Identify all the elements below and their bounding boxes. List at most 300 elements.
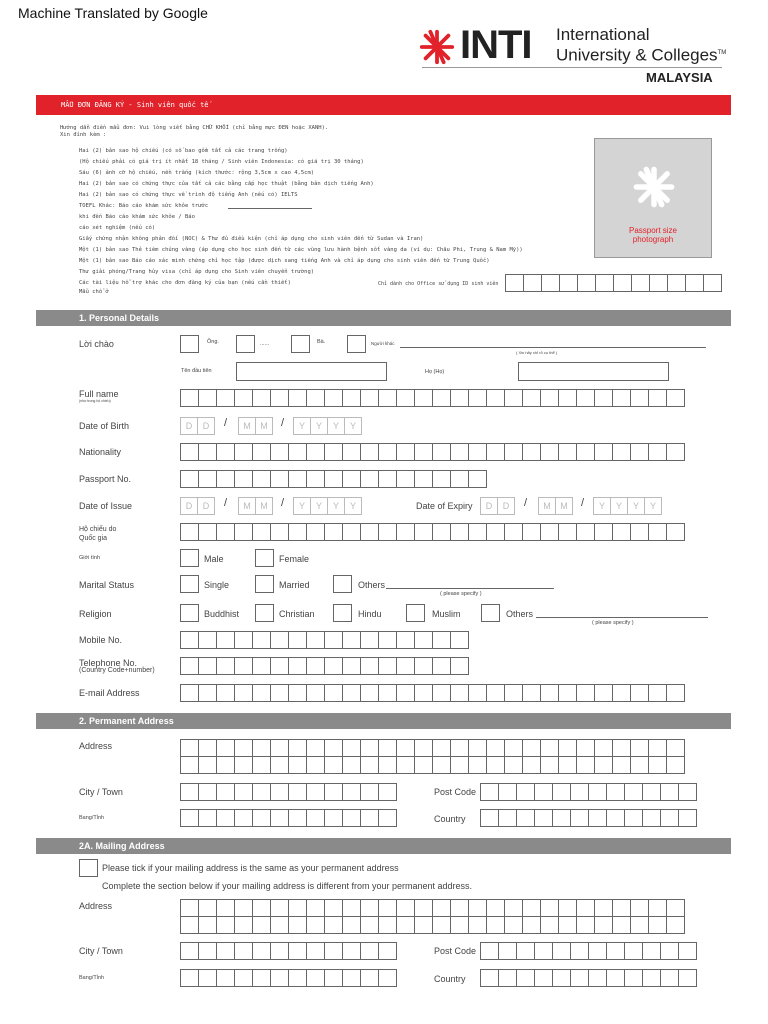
character-cell[interactable] <box>288 809 307 827</box>
character-cell[interactable] <box>570 942 589 960</box>
character-cell[interactable] <box>270 523 289 541</box>
character-cell[interactable] <box>180 756 199 774</box>
character-cell[interactable] <box>558 389 577 407</box>
character-cell[interactable] <box>594 739 613 757</box>
religion-christian-checkbox[interactable] <box>255 604 274 622</box>
character-cell[interactable] <box>540 899 559 917</box>
character-cell[interactable]: M <box>255 497 273 515</box>
character-cell[interactable] <box>522 756 541 774</box>
character-cell[interactable] <box>414 739 433 757</box>
character-cell[interactable] <box>342 739 361 757</box>
character-cell[interactable] <box>378 899 397 917</box>
character-cell[interactable] <box>396 631 415 649</box>
passport-photo-box[interactable] <box>594 138 712 258</box>
character-cell[interactable] <box>342 523 361 541</box>
character-cell[interactable] <box>324 739 343 757</box>
character-cell[interactable] <box>649 274 668 292</box>
character-cell[interactable] <box>216 739 235 757</box>
character-cell[interactable] <box>252 470 271 488</box>
character-cell[interactable] <box>270 783 289 801</box>
character-cell[interactable] <box>450 916 469 934</box>
character-cell[interactable] <box>642 942 661 960</box>
character-cell[interactable] <box>624 783 643 801</box>
character-cell[interactable] <box>378 739 397 757</box>
character-cell[interactable] <box>216 523 235 541</box>
character-cell[interactable] <box>414 756 433 774</box>
character-cell[interactable] <box>594 899 613 917</box>
marital-single-checkbox[interactable] <box>180 575 199 593</box>
character-cell[interactable]: Y <box>610 497 628 515</box>
character-cell[interactable]: D <box>180 417 198 435</box>
character-cell[interactable]: D <box>180 497 198 515</box>
character-cell[interactable] <box>642 809 661 827</box>
character-cell[interactable] <box>378 783 397 801</box>
character-cell[interactable] <box>342 809 361 827</box>
character-cell[interactable] <box>432 756 451 774</box>
character-cell[interactable] <box>685 274 704 292</box>
character-cell[interactable] <box>252 942 271 960</box>
character-cell[interactable] <box>288 969 307 987</box>
character-cell[interactable] <box>576 389 595 407</box>
character-cell[interactable] <box>306 389 325 407</box>
character-cell[interactable] <box>660 969 679 987</box>
character-cell[interactable] <box>576 523 595 541</box>
character-cell[interactable] <box>342 631 361 649</box>
character-cell[interactable] <box>522 739 541 757</box>
character-cell[interactable] <box>198 443 217 461</box>
character-cell[interactable] <box>234 739 253 757</box>
character-cell[interactable] <box>642 969 661 987</box>
character-cell[interactable] <box>504 443 523 461</box>
character-cell[interactable] <box>660 942 679 960</box>
character-cell[interactable] <box>576 739 595 757</box>
character-cell[interactable] <box>324 899 343 917</box>
character-cell[interactable] <box>396 756 415 774</box>
character-cell[interactable] <box>594 684 613 702</box>
character-cell[interactable]: Y <box>344 497 362 515</box>
character-cell[interactable] <box>606 942 625 960</box>
character-cell[interactable] <box>288 389 307 407</box>
character-cell[interactable] <box>360 916 379 934</box>
character-cell[interactable] <box>360 809 379 827</box>
perm-state-grid[interactable] <box>180 809 396 827</box>
issue-month-grid[interactable] <box>238 497 272 515</box>
character-cell[interactable] <box>606 969 625 987</box>
character-cell[interactable] <box>216 899 235 917</box>
character-cell[interactable] <box>432 739 451 757</box>
character-cell[interactable] <box>468 739 487 757</box>
character-cell[interactable] <box>360 899 379 917</box>
character-cell[interactable] <box>306 756 325 774</box>
perm-address-grid-row2[interactable] <box>180 756 684 774</box>
character-cell[interactable] <box>498 809 517 827</box>
character-cell[interactable] <box>270 684 289 702</box>
character-cell[interactable] <box>324 756 343 774</box>
character-cell[interactable] <box>324 657 343 675</box>
character-cell[interactable] <box>498 783 517 801</box>
character-cell[interactable] <box>666 443 685 461</box>
character-cell[interactable] <box>450 389 469 407</box>
character-cell[interactable] <box>552 942 571 960</box>
character-cell[interactable] <box>612 443 631 461</box>
character-cell[interactable] <box>588 809 607 827</box>
character-cell[interactable] <box>180 739 199 757</box>
character-cell[interactable] <box>414 470 433 488</box>
mail-state-grid[interactable] <box>180 969 396 987</box>
character-cell[interactable] <box>468 684 487 702</box>
character-cell[interactable] <box>480 809 499 827</box>
character-cell[interactable] <box>588 942 607 960</box>
character-cell[interactable] <box>414 916 433 934</box>
character-cell[interactable] <box>234 899 253 917</box>
character-cell[interactable] <box>648 899 667 917</box>
character-cell[interactable] <box>630 756 649 774</box>
character-cell[interactable] <box>180 969 199 987</box>
character-cell[interactable] <box>558 916 577 934</box>
character-cell[interactable] <box>252 809 271 827</box>
character-cell[interactable] <box>612 916 631 934</box>
character-cell[interactable] <box>252 443 271 461</box>
character-cell[interactable] <box>468 470 487 488</box>
character-cell[interactable] <box>252 684 271 702</box>
character-cell[interactable] <box>432 684 451 702</box>
character-cell[interactable] <box>558 739 577 757</box>
character-cell[interactable] <box>504 899 523 917</box>
character-cell[interactable] <box>612 684 631 702</box>
character-cell[interactable] <box>288 916 307 934</box>
character-cell[interactable] <box>468 916 487 934</box>
character-cell[interactable] <box>288 684 307 702</box>
character-cell[interactable] <box>468 443 487 461</box>
religion-others-line[interactable] <box>536 617 708 618</box>
character-cell[interactable] <box>576 916 595 934</box>
character-cell[interactable] <box>360 969 379 987</box>
character-cell[interactable] <box>252 523 271 541</box>
character-cell[interactable] <box>630 443 649 461</box>
character-cell[interactable] <box>378 809 397 827</box>
character-cell[interactable] <box>216 684 235 702</box>
character-cell[interactable] <box>180 523 199 541</box>
character-cell[interactable] <box>540 523 559 541</box>
character-cell[interactable] <box>666 523 685 541</box>
character-cell[interactable] <box>642 783 661 801</box>
character-cell[interactable] <box>396 657 415 675</box>
gender-female-checkbox[interactable] <box>255 549 274 567</box>
character-cell[interactable] <box>432 631 451 649</box>
character-cell[interactable] <box>498 942 517 960</box>
character-cell[interactable] <box>306 631 325 649</box>
character-cell[interactable]: D <box>497 497 515 515</box>
character-cell[interactable] <box>180 942 199 960</box>
character-cell[interactable] <box>450 523 469 541</box>
character-cell[interactable] <box>252 969 271 987</box>
character-cell[interactable] <box>306 470 325 488</box>
dob-day-grid[interactable] <box>180 417 214 435</box>
character-cell[interactable] <box>216 657 235 675</box>
email-grid[interactable] <box>180 684 684 702</box>
character-cell[interactable] <box>559 274 578 292</box>
salutation-mrs-checkbox[interactable] <box>291 335 310 353</box>
character-cell[interactable] <box>432 899 451 917</box>
character-cell[interactable] <box>594 443 613 461</box>
character-cell[interactable] <box>666 739 685 757</box>
character-cell[interactable] <box>540 389 559 407</box>
mail-address-grid-row1[interactable] <box>180 899 684 917</box>
salutation-ms-checkbox[interactable] <box>236 335 255 353</box>
character-cell[interactable] <box>252 631 271 649</box>
character-cell[interactable] <box>558 684 577 702</box>
character-cell[interactable] <box>612 523 631 541</box>
religion-others-checkbox[interactable] <box>481 604 500 622</box>
character-cell[interactable] <box>378 942 397 960</box>
character-cell[interactable] <box>486 739 505 757</box>
character-cell[interactable] <box>558 899 577 917</box>
character-cell[interactable] <box>342 899 361 917</box>
character-cell[interactable] <box>504 523 523 541</box>
character-cell[interactable] <box>288 443 307 461</box>
character-cell[interactable] <box>306 443 325 461</box>
character-cell[interactable] <box>270 942 289 960</box>
character-cell[interactable] <box>540 684 559 702</box>
character-cell[interactable]: Y <box>293 497 311 515</box>
character-cell[interactable] <box>198 942 217 960</box>
character-cell[interactable] <box>360 389 379 407</box>
character-cell[interactable] <box>234 389 253 407</box>
character-cell[interactable] <box>378 631 397 649</box>
character-cell[interactable] <box>180 916 199 934</box>
character-cell[interactable] <box>324 942 343 960</box>
character-cell[interactable] <box>198 756 217 774</box>
character-cell[interactable] <box>450 631 469 649</box>
character-cell[interactable] <box>270 916 289 934</box>
character-cell[interactable] <box>270 631 289 649</box>
character-cell[interactable] <box>216 809 235 827</box>
character-cell[interactable] <box>198 783 217 801</box>
character-cell[interactable] <box>198 916 217 934</box>
character-cell[interactable] <box>252 783 271 801</box>
character-cell[interactable] <box>703 274 722 292</box>
character-cell[interactable] <box>630 739 649 757</box>
character-cell[interactable] <box>306 684 325 702</box>
last-name-input[interactable] <box>518 362 669 381</box>
character-cell[interactable] <box>180 783 199 801</box>
character-cell[interactable] <box>216 969 235 987</box>
character-cell[interactable] <box>666 389 685 407</box>
character-cell[interactable] <box>198 809 217 827</box>
character-cell[interactable] <box>522 684 541 702</box>
character-cell[interactable] <box>648 739 667 757</box>
character-cell[interactable] <box>324 631 343 649</box>
character-cell[interactable] <box>198 470 217 488</box>
character-cell[interactable] <box>660 809 679 827</box>
perm-address-grid-row1[interactable] <box>180 739 684 757</box>
character-cell[interactable] <box>432 916 451 934</box>
character-cell[interactable] <box>414 523 433 541</box>
marital-married-checkbox[interactable] <box>255 575 274 593</box>
character-cell[interactable] <box>180 631 199 649</box>
character-cell[interactable] <box>360 756 379 774</box>
character-cell[interactable] <box>342 389 361 407</box>
character-cell[interactable] <box>480 969 499 987</box>
religion-muslim-checkbox[interactable] <box>406 604 425 622</box>
character-cell[interactable] <box>504 739 523 757</box>
character-cell[interactable] <box>234 523 253 541</box>
character-cell[interactable] <box>360 739 379 757</box>
character-cell[interactable] <box>504 756 523 774</box>
character-cell[interactable] <box>216 470 235 488</box>
character-cell[interactable]: Y <box>310 497 328 515</box>
character-cell[interactable] <box>486 899 505 917</box>
character-cell[interactable] <box>324 809 343 827</box>
character-cell[interactable] <box>540 916 559 934</box>
character-cell[interactable] <box>324 443 343 461</box>
mailing-same-checkbox[interactable] <box>79 859 98 877</box>
character-cell[interactable] <box>480 942 499 960</box>
character-cell[interactable] <box>570 783 589 801</box>
character-cell[interactable] <box>558 523 577 541</box>
character-cell[interactable] <box>612 389 631 407</box>
character-cell[interactable] <box>360 684 379 702</box>
character-cell[interactable] <box>198 523 217 541</box>
religion-buddhist-checkbox[interactable] <box>180 604 199 622</box>
expiry-day-grid[interactable] <box>480 497 514 515</box>
expiry-year-grid[interactable] <box>593 497 661 515</box>
character-cell[interactable] <box>180 470 199 488</box>
character-cell[interactable] <box>378 684 397 702</box>
character-cell[interactable] <box>558 443 577 461</box>
character-cell[interactable] <box>432 470 451 488</box>
character-cell[interactable] <box>288 942 307 960</box>
character-cell[interactable] <box>306 969 325 987</box>
perm-country-grid[interactable] <box>480 809 696 827</box>
character-cell[interactable] <box>180 684 199 702</box>
character-cell[interactable] <box>378 969 397 987</box>
character-cell[interactable] <box>630 916 649 934</box>
character-cell[interactable] <box>414 657 433 675</box>
character-cell[interactable] <box>594 389 613 407</box>
character-cell[interactable] <box>342 942 361 960</box>
character-cell[interactable] <box>270 969 289 987</box>
character-cell[interactable] <box>288 739 307 757</box>
character-cell[interactable] <box>234 756 253 774</box>
character-cell[interactable] <box>252 756 271 774</box>
character-cell[interactable] <box>288 631 307 649</box>
character-cell[interactable] <box>630 899 649 917</box>
character-cell[interactable] <box>342 684 361 702</box>
character-cell[interactable] <box>360 657 379 675</box>
character-cell[interactable] <box>216 916 235 934</box>
character-cell[interactable] <box>450 684 469 702</box>
gender-male-checkbox[interactable] <box>180 549 199 567</box>
character-cell[interactable] <box>558 756 577 774</box>
issued-by-grid[interactable] <box>180 523 684 541</box>
character-cell[interactable] <box>216 942 235 960</box>
character-cell[interactable] <box>342 916 361 934</box>
character-cell[interactable]: Y <box>327 417 345 435</box>
character-cell[interactable]: D <box>480 497 498 515</box>
character-cell[interactable] <box>624 942 643 960</box>
character-cell[interactable] <box>468 756 487 774</box>
character-cell[interactable] <box>270 657 289 675</box>
character-cell[interactable] <box>306 942 325 960</box>
character-cell[interactable] <box>504 916 523 934</box>
character-cell[interactable] <box>360 631 379 649</box>
character-cell[interactable] <box>468 523 487 541</box>
character-cell[interactable] <box>234 942 253 960</box>
character-cell[interactable] <box>570 969 589 987</box>
character-cell[interactable] <box>523 274 542 292</box>
character-cell[interactable] <box>234 470 253 488</box>
marital-others-line[interactable] <box>386 588 554 589</box>
character-cell[interactable] <box>577 274 596 292</box>
character-cell[interactable] <box>432 389 451 407</box>
character-cell[interactable] <box>570 809 589 827</box>
mail-postcode-grid[interactable] <box>480 942 696 960</box>
character-cell[interactable] <box>306 899 325 917</box>
character-cell[interactable] <box>516 942 535 960</box>
character-cell[interactable] <box>648 389 667 407</box>
character-cell[interactable] <box>342 470 361 488</box>
character-cell[interactable] <box>234 443 253 461</box>
character-cell[interactable] <box>342 657 361 675</box>
character-cell[interactable] <box>450 657 469 675</box>
character-cell[interactable] <box>505 274 524 292</box>
character-cell[interactable] <box>588 783 607 801</box>
character-cell[interactable] <box>630 523 649 541</box>
perm-city-grid[interactable] <box>180 783 396 801</box>
character-cell[interactable] <box>648 916 667 934</box>
character-cell[interactable] <box>630 389 649 407</box>
character-cell[interactable] <box>648 756 667 774</box>
character-cell[interactable] <box>342 443 361 461</box>
character-cell[interactable] <box>360 523 379 541</box>
character-cell[interactable] <box>534 969 553 987</box>
character-cell[interactable] <box>198 631 217 649</box>
salutation-other-checkbox[interactable] <box>347 335 366 353</box>
character-cell[interactable] <box>414 389 433 407</box>
character-cell[interactable]: M <box>238 497 256 515</box>
character-cell[interactable] <box>198 389 217 407</box>
character-cell[interactable] <box>234 916 253 934</box>
character-cell[interactable] <box>522 916 541 934</box>
character-cell[interactable] <box>660 783 679 801</box>
character-cell[interactable] <box>468 389 487 407</box>
character-cell[interactable] <box>288 783 307 801</box>
character-cell[interactable] <box>480 783 499 801</box>
character-cell[interactable] <box>216 631 235 649</box>
character-cell[interactable] <box>678 783 697 801</box>
character-cell[interactable] <box>486 684 505 702</box>
character-cell[interactable]: Y <box>627 497 645 515</box>
character-cell[interactable] <box>324 783 343 801</box>
character-cell[interactable] <box>342 969 361 987</box>
character-cell[interactable] <box>595 274 614 292</box>
character-cell[interactable] <box>534 809 553 827</box>
character-cell[interactable] <box>576 684 595 702</box>
character-cell[interactable] <box>432 657 451 675</box>
mail-address-grid-row2[interactable] <box>180 916 684 934</box>
character-cell[interactable] <box>432 443 451 461</box>
character-cell[interactable] <box>324 684 343 702</box>
character-cell[interactable] <box>198 657 217 675</box>
character-cell[interactable] <box>378 443 397 461</box>
character-cell[interactable] <box>198 739 217 757</box>
character-cell[interactable] <box>216 783 235 801</box>
character-cell[interactable] <box>342 783 361 801</box>
character-cell[interactable] <box>270 756 289 774</box>
character-cell[interactable] <box>486 916 505 934</box>
character-cell[interactable] <box>486 523 505 541</box>
